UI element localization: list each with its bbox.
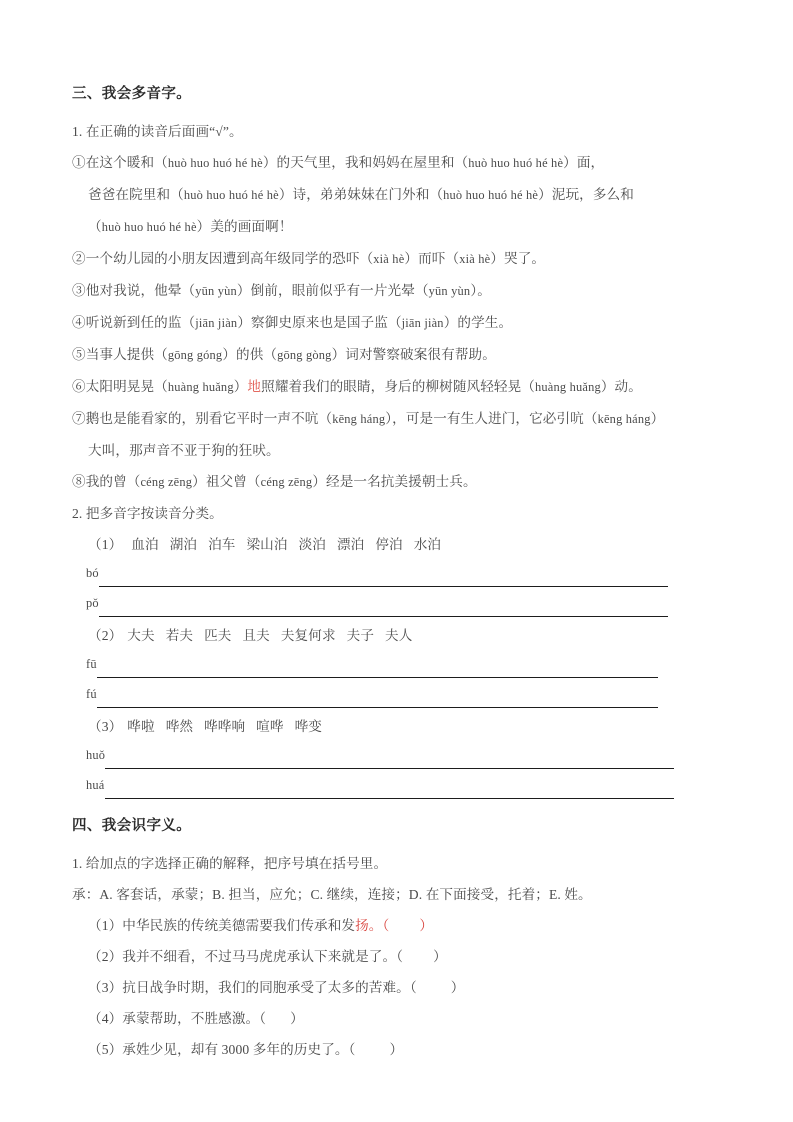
q7-pinyin-b: kēng háng — [597, 412, 651, 426]
section4-item-2 — [72, 941, 738, 972]
q4-text-c: ）的学生。 — [443, 315, 513, 330]
q2-text-a: ②一个幼儿园的小朋友因遭到高年级同学的恐吓（ — [72, 251, 374, 266]
item-3-text: 抗日战争时期，我们的同胞承受了太多的苦难。（ — [122, 980, 417, 995]
word-group-3-label: （3） — [88, 719, 123, 734]
word: 停泊 — [375, 537, 403, 552]
section4-item-3 — [72, 972, 738, 1003]
q6-pinyin-a: huàng huǎng — [167, 380, 234, 394]
q7-text-a: ⑦鹅也是能看家的，别看它平时一声不吭（ — [72, 411, 333, 426]
answer-blank-row[interactable] — [72, 590, 738, 620]
word: 水泊 — [413, 537, 442, 552]
word: 淡泊 — [298, 537, 326, 552]
q1-l2-pinyin-b: huò huo huó hé hè — [443, 188, 539, 202]
q3-pinyin-b: yūn yùn — [428, 284, 471, 298]
q5-text-a: ⑤当事人提供（ — [72, 347, 168, 362]
q4-text-a: ④听说新到任的监（ — [72, 315, 196, 330]
blank-pinyin-label: huǒ — [86, 748, 106, 762]
question-item-6 — [72, 371, 738, 403]
q1-l2-pinyin-a: huò huo huó hé hè — [183, 188, 279, 202]
word: 夫复何求 — [280, 628, 336, 643]
q1-l2-text-a: 爸爸在院里和（ — [88, 187, 184, 202]
word: 哗变 — [294, 719, 322, 734]
question-item-8 — [72, 466, 738, 498]
word-group-2 — [72, 620, 738, 651]
question-item-7-line-2: 大叫，那声音不亚于狗的狂吠。 — [88, 443, 280, 458]
character-definition: 承：A. 客套话，承蒙；B. 担当，应允；C. 继续，连接；D. 在下面接受，托着；E. 姓。 — [72, 887, 592, 902]
blank-underline[interactable] — [105, 767, 674, 769]
q3-text-b: ）倒前，眼前似乎有一片光晕（ — [236, 283, 429, 298]
q8-pinyin-a: céng zēng — [140, 475, 193, 489]
section-heading-three: 三、我会多音字。 — [72, 86, 192, 102]
question-item-7-line-1 — [72, 403, 738, 435]
question-item-1-line-2 — [72, 179, 738, 211]
word: 梁山泊 — [246, 537, 288, 552]
word: 湖泊 — [169, 537, 198, 552]
item-3-label: （3） — [88, 980, 123, 995]
blank-pinyin-label: pǒ — [86, 596, 99, 610]
section4-item-1 — [72, 910, 738, 941]
q5-text-c: ）词对警察破案很有帮助。 — [331, 347, 496, 362]
q2-text-c: ）哭了。 — [490, 251, 546, 266]
word: 血泊 — [131, 537, 159, 552]
word: 哗然 — [165, 719, 194, 734]
answer-blank-row[interactable] — [72, 681, 738, 711]
word: 夫子 — [346, 628, 375, 643]
task2-prompt: 2. 把多音字按读音分类。 — [72, 506, 223, 521]
q6-text-d: ）动。 — [600, 379, 642, 394]
word-group-2-label: （2） — [88, 628, 123, 643]
q1-text-c: ）面， — [563, 155, 605, 170]
q8-text-c: ）经是一名抗美援朝士兵。 — [312, 474, 477, 489]
blank-pinyin-label: fū — [86, 657, 97, 671]
q6-text-a: ⑥太阳明晃晃（ — [72, 379, 168, 394]
q7-text-b: ），可是一有生人进门，它必引吭（ — [385, 411, 598, 426]
section4-prompt: 1. 给加点的字选择正确的解释，把序号填在括号里。 — [72, 856, 388, 871]
item-1-text: 中华民族的传统美德需要我们传承和发 — [122, 918, 356, 933]
q3-text-a: ③他对我说，他晕（ — [72, 283, 196, 298]
question-item-3 — [72, 275, 738, 307]
word: 若夫 — [165, 628, 194, 643]
word: 喧哗 — [256, 719, 284, 734]
item-4-label: （4） — [88, 1011, 123, 1026]
item-4-tail: ） — [290, 1011, 304, 1026]
q6-pinyin-b: huàng huǎng — [535, 380, 601, 394]
q1-pinyin-a: huò huo huó hé hè — [167, 156, 263, 170]
word: 漂泊 — [336, 537, 365, 552]
word-group-1-label: （1） — [88, 537, 123, 552]
item-5-tail: ） — [389, 1042, 404, 1057]
word-group-1 — [72, 529, 738, 560]
item-2-tail: ） — [433, 949, 447, 964]
item-4-text: 承蒙帮助，不胜感激。（ — [122, 1011, 267, 1026]
question-item-5 — [72, 339, 738, 371]
q1-l3-pinyin-a: huò huo huó hé hè — [101, 220, 197, 234]
answer-blank-row[interactable] — [72, 560, 738, 590]
q6-text-c: 照耀着我们的眼睛，身后的柳树随风轻轻晃（ — [261, 379, 535, 394]
blank-underline[interactable] — [99, 615, 668, 617]
word: 哗哗响 — [204, 719, 246, 734]
task1-prompt: 1. 在正确的读音后面画“√”。 — [72, 124, 243, 139]
item-5-label: （5） — [88, 1042, 123, 1057]
q7-text-c: ） — [650, 411, 665, 426]
q6-text-b: ） — [233, 379, 248, 394]
q3-text-c: ）。 — [470, 283, 491, 298]
blank-underline[interactable] — [99, 585, 668, 587]
q5-pinyin-b: gōng gòng — [277, 348, 332, 362]
q1-l3-text-b: ）美的画面啊！ — [196, 219, 293, 234]
q5-pinyin-a: gōng góng — [167, 348, 223, 362]
blank-underline[interactable] — [105, 797, 674, 799]
q7-pinyin-a: kēng háng — [332, 412, 386, 426]
q8-text-a: ⑧我的曾（ — [72, 474, 141, 489]
q1-l2-text-b: ）诗，弟弟妹妹在门外和（ — [278, 187, 444, 202]
item-1-red-text: 扬。（ — [355, 918, 390, 933]
q6-highlighted-char: 地 — [247, 379, 262, 394]
q2-pinyin-a: xià hè — [373, 252, 405, 266]
question-item-2 — [72, 243, 738, 275]
q4-pinyin-b: jiān jiàn — [401, 316, 444, 330]
q8-pinyin-b: céng zēng — [260, 475, 313, 489]
word: 夫人 — [385, 628, 413, 643]
blank-underline[interactable] — [97, 676, 658, 678]
section4-item-4 — [72, 1003, 738, 1034]
q8-text-b: ）祖父曾（ — [192, 474, 261, 489]
item-2-text: 我并不细看，不过马马虎虎承认下来就是了。（ — [122, 949, 404, 964]
section4-item-5 — [72, 1034, 738, 1065]
question-item-1-line-1 — [72, 147, 738, 179]
word: 匹夫 — [204, 628, 232, 643]
blank-pinyin-label: bó — [86, 566, 99, 580]
question-item-4 — [72, 307, 738, 339]
q1-l3-text-a: （ — [88, 219, 102, 234]
word: 泊车 — [208, 537, 236, 552]
q1-l2-text-c: ）泥玩，多么和 — [538, 187, 634, 202]
question-item-1-line-3 — [72, 211, 738, 243]
q3-pinyin-a: yūn yùn — [195, 284, 237, 298]
word: 大夫 — [127, 628, 155, 643]
answer-blank-row[interactable] — [72, 742, 738, 772]
word-group-3 — [72, 711, 738, 742]
item-1-label: （1） — [88, 918, 123, 933]
q1-text-a: ①在这个暖和（ — [72, 155, 168, 170]
q2-text-b: ）而吓（ — [404, 251, 460, 266]
word: 且夫 — [242, 628, 270, 643]
q2-pinyin-b: xià hè — [459, 252, 491, 266]
section-heading-four: 四、我会识字义。 — [72, 818, 192, 834]
word: 哗啦 — [127, 719, 155, 734]
answer-blank-row[interactable] — [72, 772, 738, 802]
q5-text-b: ）的供（ — [222, 347, 278, 362]
item-2-label: （2） — [88, 949, 123, 964]
q1-pinyin-b: huò huo huó hé hè — [468, 156, 564, 170]
item-1-tail: ） — [419, 918, 434, 933]
item-3-tail: ） — [450, 980, 465, 995]
item-5-text: 承姓少见，却有 3000 多年的历史了。（ — [122, 1042, 356, 1057]
blank-pinyin-label: fú — [86, 687, 97, 701]
blank-pinyin-label: huá — [86, 778, 105, 792]
answer-blank-row[interactable] — [72, 651, 738, 681]
q4-pinyin-a: jiān jiàn — [195, 316, 238, 330]
q1-text-b: ）的天气里，我和妈妈在屋里和（ — [262, 155, 469, 170]
q4-text-b: ）察御史原来也是国子监（ — [237, 315, 402, 330]
blank-underline[interactable] — [97, 706, 658, 708]
